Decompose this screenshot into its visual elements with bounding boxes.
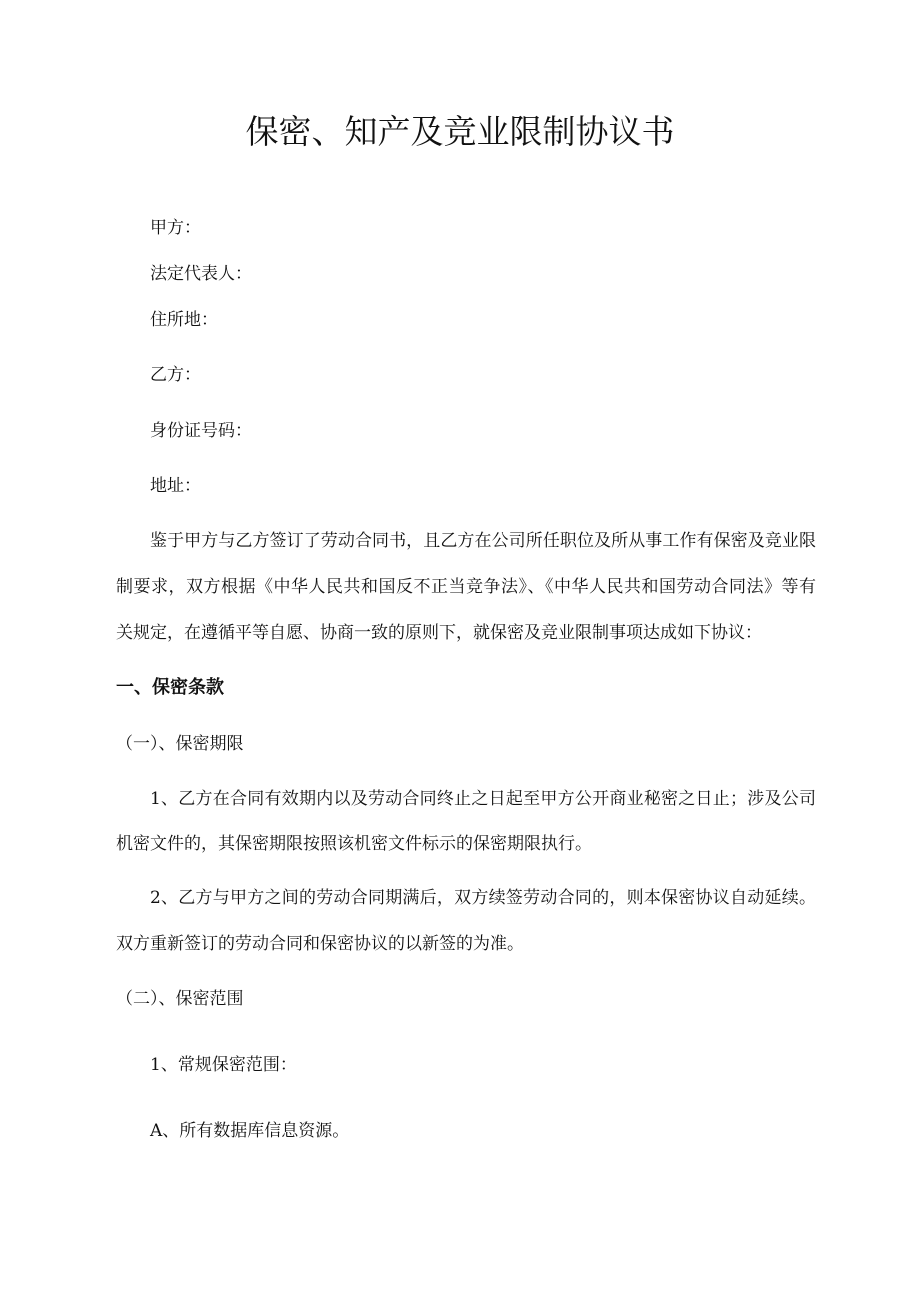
- term-item-1-line-2: 机密文件的，其保密期限按照该机密文件标示的保密期限执行。: [116, 834, 592, 854]
- field-legal-rep: 法定代表人：: [150, 264, 252, 284]
- field-party-b: 乙方：: [150, 365, 201, 385]
- term-item-2-line-1: 2、乙方与甲方之间的劳动合同期满后，双方续签劳动合同的，则本保密协议自动延续。: [150, 888, 816, 908]
- preamble-line-1: 鉴于甲方与乙方签订了劳动合同书，且乙方在公司所任职位及所从事工作有保密及竞业限: [150, 531, 816, 551]
- field-party-a: 甲方：: [150, 218, 201, 238]
- preamble-line-3: 关规定，在遵循平等自愿、协商一致的原则下，就保密及竞业限制事项达成如下协议：: [116, 623, 762, 643]
- field-id-number: 身份证号码：: [150, 421, 252, 441]
- subsection-heading-scope: （二）、保密范围: [116, 989, 244, 1009]
- subsection-heading-term: （一）、保密期限: [116, 734, 244, 754]
- preamble-line-2: 制要求，双方根据《中华人民共和国反不正当竞争法》、《中华人民共和国劳动合同法》等有: [116, 577, 816, 597]
- scope-item-1: 1、常规保密范围：: [150, 1055, 297, 1075]
- term-item-1-line-1: 1、乙方在合同有效期内以及劳动合同终止之日起至甲方公开商业秘密之日止；涉及公司: [150, 789, 816, 809]
- field-residence: 住所地：: [150, 310, 218, 330]
- scope-item-a: A、所有数据库信息资源。: [150, 1121, 350, 1141]
- document-title: 保密、知产及竞业限制协议书: [245, 112, 675, 151]
- term-item-2-line-2: 双方重新签订的劳动合同和保密协议的以新签的为准。: [116, 934, 524, 954]
- field-address: 地址：: [150, 476, 201, 496]
- section-heading-confidentiality: 一、保密条款: [116, 677, 224, 698]
